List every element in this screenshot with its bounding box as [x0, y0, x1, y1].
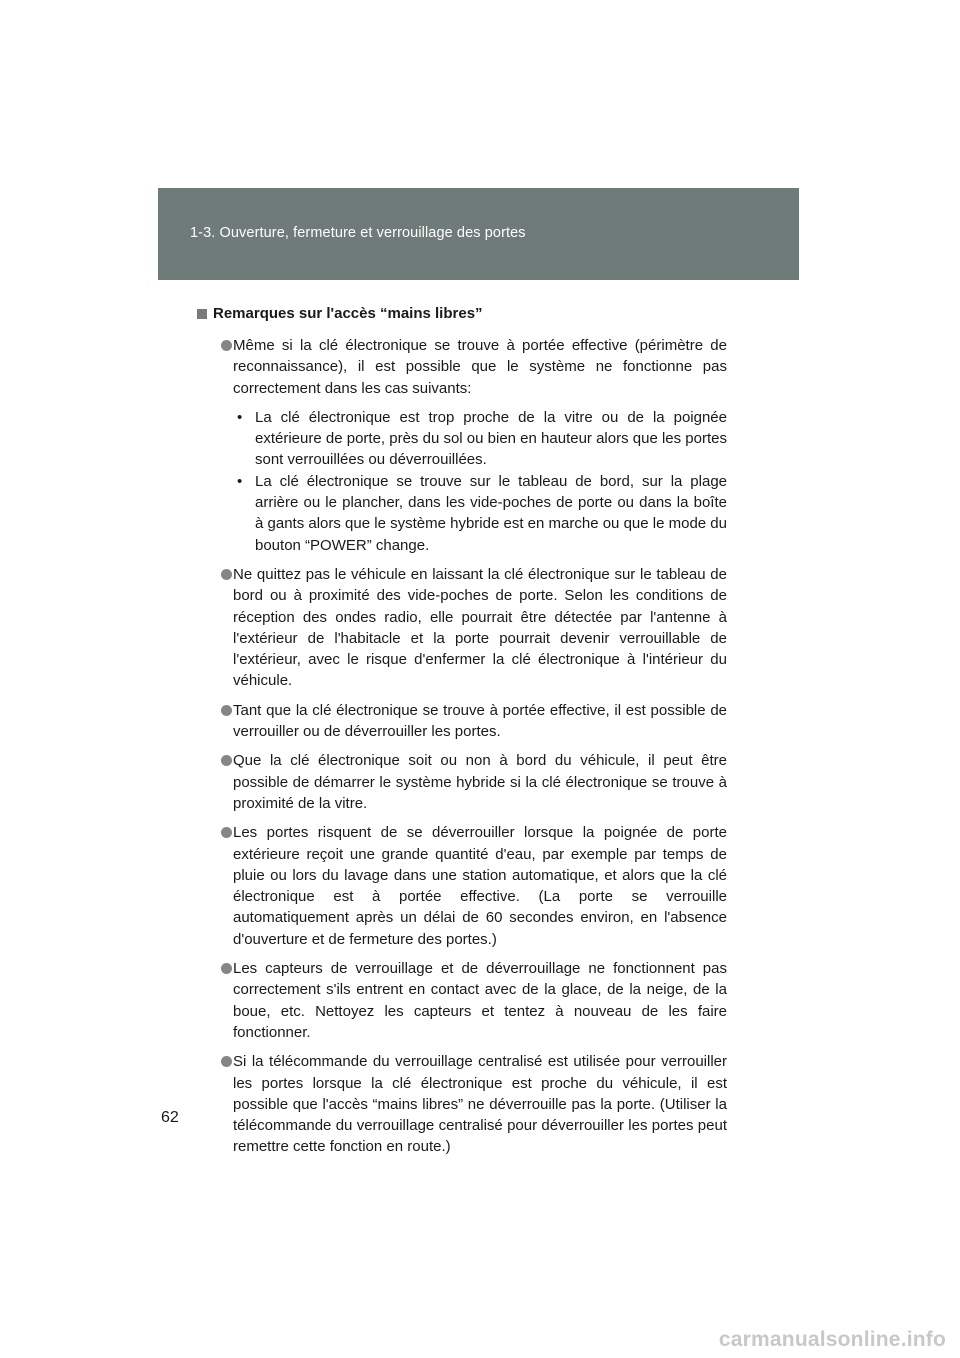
list-item-text: Ne quittez pas le véhicule en laissant la clé électronique sur le tableau de bord ou à proximité des vide-poches de porte. Selon les conditions de réception des ondes radio, elle pourrait être détectée par l'antenne à l'extérieur de l'habitacle et la porte pourrait devenir verrouillable de l'extérieur, avec le risque d'enfermer la clé électronique à l'intérieur du véhicule.: [233, 565, 727, 690]
circle-bullet-icon: [221, 1056, 232, 1067]
section-heading: [197, 303, 727, 325]
list-item-text: Si la télécommande du verrouillage centralisé est utilisée pour verrouiller les portes lorsque la clé électronique est proche du véhicule, il est possible que l'accès “mains libres” ne déverrouille pas la porte. (Utiliser la télécommande du verrouillage centralisé pour déverrouiller les portes peut remettre cette fonction en route.): [233, 1053, 727, 1156]
section-heading-text: Remarques sur l'accès “mains libres”: [213, 305, 483, 322]
page-number: 62: [161, 1109, 179, 1126]
chapter-title: 1-3. Ouverture, fermeture et verrouillage des portes: [190, 225, 526, 241]
list-item-text: Les capteurs de verrouillage et de déverrouillage ne fonctionnent pas correctement s'ils entrent en contact avec de la glace, de la neige, de la boue, etc. Nettoyez les capteurs et tentez à nouveau de les faire fonctionner.: [233, 960, 727, 1041]
list-item: [197, 822, 727, 950]
circle-bullet-icon: [221, 755, 232, 766]
dot-bullet-icon: •: [237, 472, 243, 490]
circle-bullet-icon: [221, 340, 232, 351]
circle-bullet-icon: [221, 705, 232, 716]
list-item: [197, 1051, 727, 1157]
list-item: [197, 958, 727, 1043]
circle-bullet-icon: [221, 569, 232, 580]
list-item-text: Les portes risquent de se déverrouiller lorsque la poignée de porte extérieure reçoit une grande quantité d'eau, par exemple par temps de pluie ou lors du lavage dans une station automatique, et alors que la clé électronique est à portée effective. (La porte se verrouille automatiquement après un délai de 60 secondes environ, en l'absence d'ouverture et de fermeture des portes.): [233, 824, 727, 948]
list-item: [197, 564, 727, 692]
watermark: carmanualsonline.info: [718, 1328, 946, 1351]
main-content: [197, 303, 727, 1166]
sub-list-item-text: La clé électronique est trop proche de la vitre ou de la poignée extérieure de porte, près du sol ou bien en hauteur alors que les portes sont verrouillées ou déverrouillées.: [255, 408, 727, 469]
square-bullet-icon: [197, 309, 207, 319]
dot-bullet-icon: •: [237, 408, 243, 426]
sub-list: [233, 407, 727, 556]
sub-list-item: [233, 407, 727, 471]
sub-list-item: [233, 471, 727, 556]
circle-bullet-icon: [221, 963, 232, 974]
sub-list-item-text: La clé électronique se trouve sur le tableau de bord, sur la plage arrière ou le plancher, dans les vide-poches de porte ou dans la boîte à gants alors que le système hybride est en marche ou que le mode du bouton “POWER” change.: [255, 472, 727, 554]
list-item: [197, 750, 727, 814]
list-item-text: Tant que la clé électronique se trouve à portée effective, il est possible de verrouiller ou de déverrouiller les portes.: [233, 701, 727, 741]
list-item: [197, 335, 727, 556]
circle-bullet-icon: [221, 827, 232, 838]
list-item-text: Que la clé électronique soit ou non à bord du véhicule, il peut être possible de démarrer le système hybride si la clé électronique se trouve à proximité de la vitre.: [233, 752, 727, 812]
list-item: [197, 700, 727, 743]
chapter-header-band: [158, 188, 799, 280]
list-item-text: Même si la clé électronique se trouve à portée effective (périmètre de reconnaissance), il est possible que le système ne fonctionne pas correctement dans les cas suivants:: [233, 337, 727, 397]
